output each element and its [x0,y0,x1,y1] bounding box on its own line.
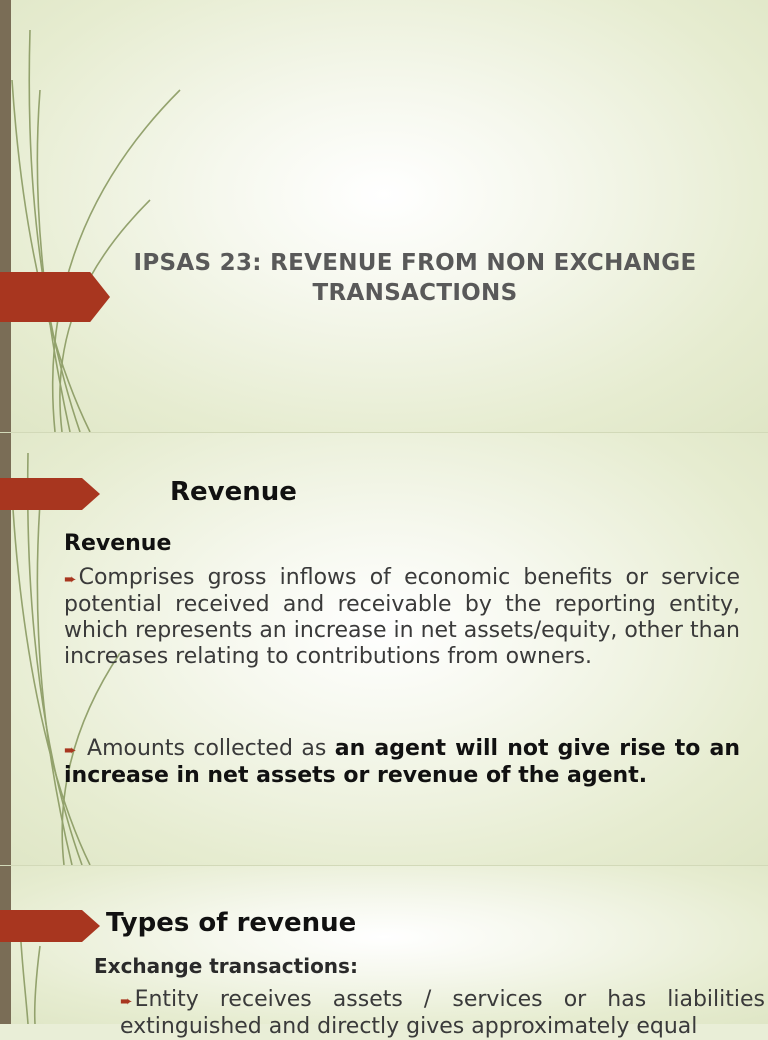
title-arrow-marker [0,272,110,322]
slide-heading: Types of revenue [106,908,357,938]
slide-title-text [130,248,700,308]
bullet-text: Amounts collected as [78,736,335,761]
arrow-bullet-icon: ➨ [120,992,133,1010]
section-subheading: Revenue [64,531,172,556]
decorative-swoosh-lines [0,0,140,432]
title-line-1: IPSAS 23: REVENUE FROM NON EXCHANGE [133,250,697,276]
slide-types-of-revenue [0,866,768,1039]
arrow-bullet-icon: ➨ [64,741,77,759]
bullet-bold-text: an agent will not give rise to an increase in net assets or revenue of the agent. [64,736,740,788]
section-subheading: Exchange transactions: [94,954,358,978]
bullet-item [64,565,740,670]
bullet-text: Comprises gross inflows of economic benefits or service potential received and receivable by the reporting entity, which represents an increase in net assets/equity, other than increases relating to contributions from owners. [64,565,740,669]
slide-heading: Revenue [170,477,297,507]
title-line-2: TRANSACTIONS [312,280,518,306]
slide-title [0,0,768,432]
decorative-swoosh-lines [0,866,140,1024]
slide-revenue [0,433,768,865]
heading-arrow-marker [0,478,100,510]
bullet-text: Entity receives assets / services or has liabilities extinguished and directly gives approximately equal [120,987,765,1039]
heading-arrow-marker [0,910,100,942]
arrow-bullet-icon: ➨ [64,570,77,588]
bullet-item [120,987,765,1040]
bullet-item [64,736,740,789]
